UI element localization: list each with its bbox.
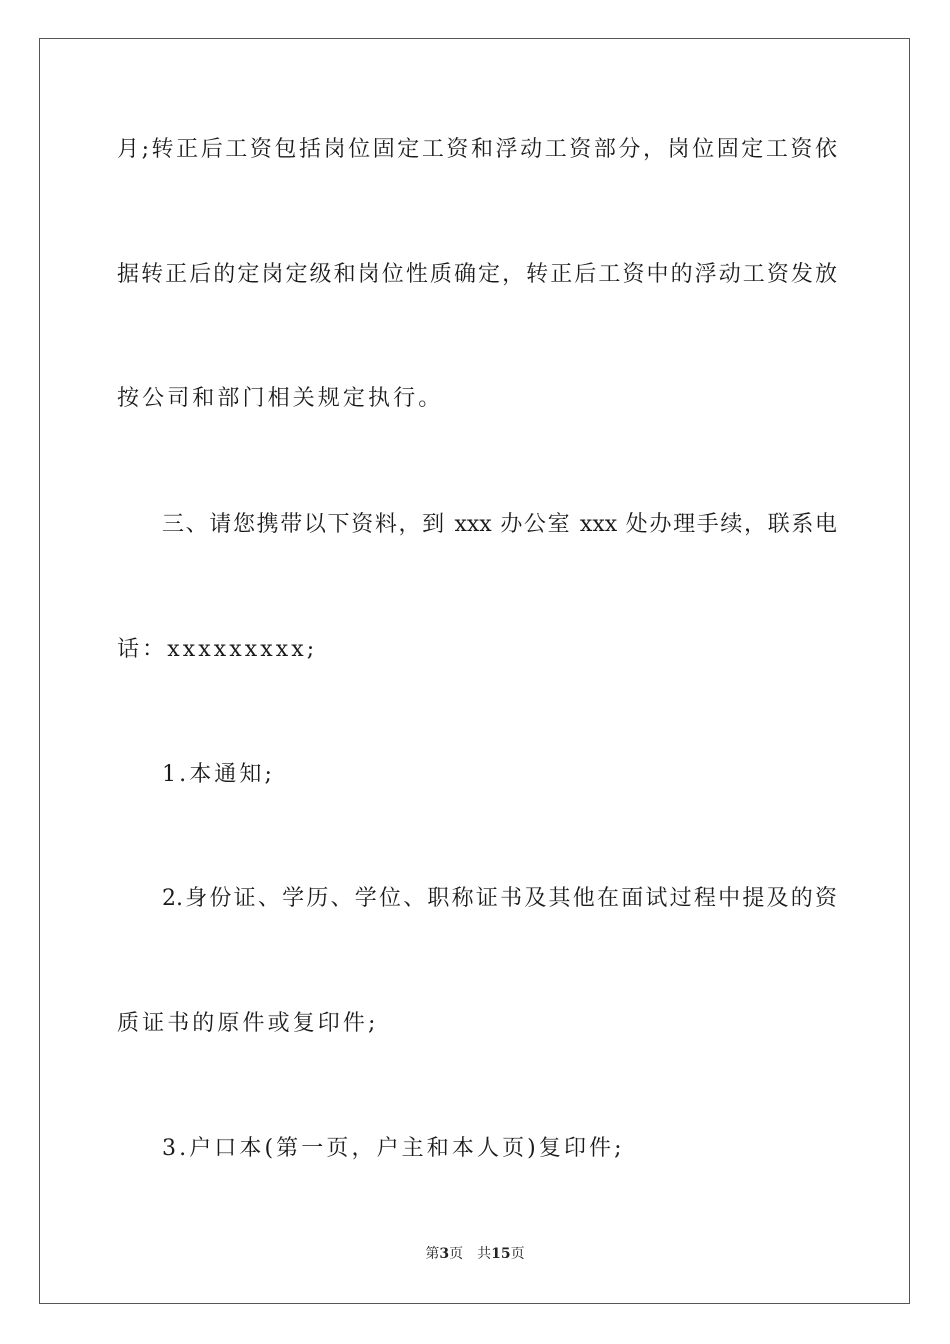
footer-page-number: 3 xyxy=(439,1246,450,1262)
body-line-5: 话：xxxxxxxxx; xyxy=(117,637,318,662)
footer-page-prefix: 第 xyxy=(425,1246,440,1262)
body-line-1: 月;转正后工资包括岗位固定工资和浮动工资部分，岗位固定工资依 xyxy=(117,137,837,162)
body-line-4: 三、请您携带以下资料，到 xxx 办公室 xxx 处办理手续，联系电 xyxy=(162,512,837,537)
list-item-2-cont: 质证书的原件或复印件; xyxy=(117,1011,379,1036)
page-footer xyxy=(0,1244,950,1264)
footer-page-suffix: 页 xyxy=(449,1246,464,1262)
body-line-2: 据转正后的定岗定级和岗位性质确定，转正后工资中的浮动工资发放 xyxy=(117,262,837,287)
footer-total-pages: 15 xyxy=(491,1246,511,1262)
body-line-3: 按公司和部门相关规定执行。 xyxy=(117,386,444,411)
page-border xyxy=(39,38,910,1304)
list-item-2: 2.身份证、学历、学位、职称证书及其他在面试过程中提及的资 xyxy=(162,886,837,911)
list-item-1: 1.本通知; xyxy=(162,762,276,787)
footer-total-suffix: 页 xyxy=(510,1246,525,1262)
list-item-3: 3.户口本(第一页，户主和本人页)复印件; xyxy=(162,1136,625,1161)
footer-total-prefix: 共 xyxy=(477,1246,492,1262)
